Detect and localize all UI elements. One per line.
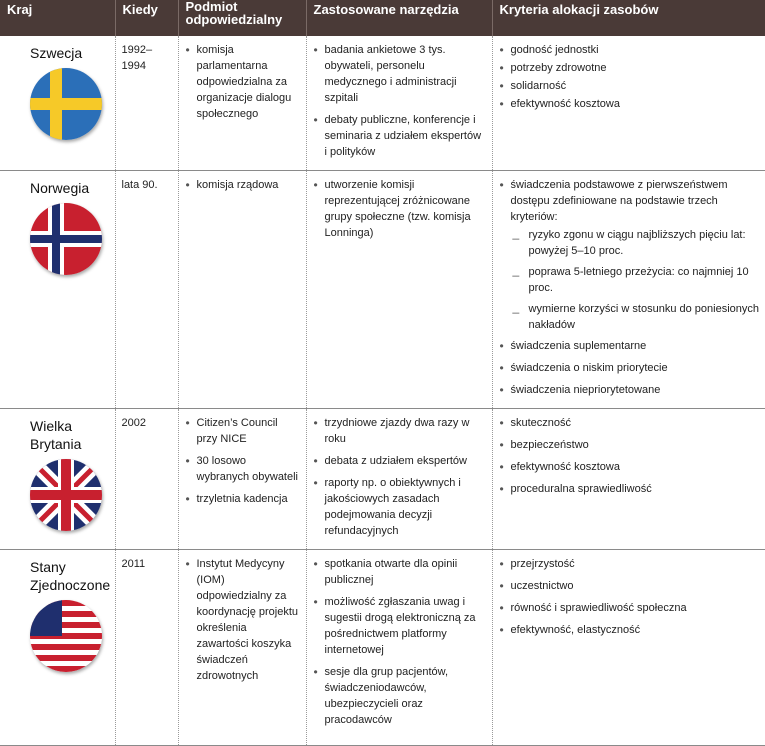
table-row [0, 36, 765, 171]
usa-flag-icon [30, 600, 102, 672]
list-item: • proceduralna sprawiedliwość [499, 481, 760, 497]
when-cell: 2002 [115, 409, 178, 550]
list-item: • świadczenia niepriorytetowane [499, 382, 760, 398]
country-cell [0, 409, 115, 550]
list-item: • bezpieczeństwo [499, 437, 760, 453]
list-item: • debata z udziałem ekspertów [313, 453, 486, 469]
list-item: • trzyletnia kadencja [185, 491, 300, 507]
header-kryteria: Kryteria alokacji zasobów [492, 0, 765, 36]
list-item: • komisja parlamentarna odpowiedzialna za organizacje dialogu społecznego [185, 42, 300, 122]
list-item: • spotkania otwarte dla opinii publicznej [313, 556, 486, 588]
country-name: Norwegia [30, 180, 90, 196]
list-item: • Instytut Medycyny (IOM) odpowiedzialny za koordynację projektu określenia zawartości koszyka świadczeń zdrowotnych [185, 556, 300, 684]
header-podmiot: Podmiot odpowiedzialny [178, 0, 306, 36]
when-cell: lata 90. [115, 171, 178, 409]
entity-cell [178, 171, 306, 409]
list-item: • sesje dla grup pacjentów, świadczeniodawców, ubezpieczycieli oraz pracodawców [313, 664, 486, 728]
list-item: • trzydniowe zjazdy dwa razy w roku [313, 415, 486, 447]
list-item: • świadczenia suplementarne [499, 338, 760, 354]
list-item: • świadczenia o niskim priorytecie [499, 360, 760, 376]
table-row [0, 550, 765, 746]
list-item: • godność jednostki [499, 42, 760, 58]
tools-cell [306, 550, 492, 746]
header-kraj: Kraj [0, 0, 115, 36]
list-item: • możliwość zgłaszania uwag i sugestii drogą elektroniczną za pośrednictwem platformy internetowej [313, 594, 486, 658]
tools-cell [306, 409, 492, 550]
list-item: • solidarność [499, 78, 760, 94]
table-row [0, 171, 765, 409]
list-item: • komisja rządowa [185, 177, 300, 193]
criteria-cell [492, 171, 765, 409]
sub-list-item: _ poprawa 5-letniego przeżycia: co najmniej 10 proc. [499, 264, 760, 296]
header-kiedy: Kiedy [115, 0, 178, 36]
list-item: • przejrzystość [499, 556, 760, 572]
list-item: • utworzenie komisji reprezentującej zróżnicowane grupy społeczne (tzw. komisja Lonninga) [313, 177, 486, 241]
sub-list-item: _ wymierne korzyści w stosunku do poniesionych nakładów [499, 301, 760, 333]
country-name: Stany Zjednoczone [30, 559, 111, 593]
list-item: • debaty publiczne, konferencje i seminaria z udziałem ekspertów i polityków [313, 112, 486, 160]
list-item: • badania ankietowe 3 tys. obywateli, personelu medycznego i administracji szpitali [313, 42, 486, 106]
country-name: Szwecja [30, 45, 83, 61]
list-item: • równość i sprawiedliwość społeczna [499, 600, 760, 616]
tools-cell [306, 36, 492, 171]
list-item: • Citizen’s Council przy NICE [185, 415, 300, 447]
when-cell: 2011 [115, 550, 178, 746]
criteria-cell [492, 409, 765, 550]
list-item: • raporty np. o obiektywnych i jakościowych zasadach podejmowania decyzji refundacyjnych [313, 475, 486, 539]
list-item: • świadczenia podstawowe z pierwszeństwem dostępu zdefiniowane na podstawie trzech kryteriów: [499, 177, 760, 225]
list-item: • 30 losowo wybranych obywateli [185, 453, 300, 485]
country-name: Wielka Brytania [30, 418, 82, 452]
criteria-cell [492, 550, 765, 746]
list-item: • skuteczność [499, 415, 760, 431]
list-item: • efektywność, elastyczność [499, 622, 760, 638]
list-item: • uczestnictwo [499, 578, 760, 594]
entity-cell [178, 550, 306, 746]
criteria-cell [492, 36, 765, 171]
country-cell [0, 36, 115, 171]
table-row [0, 409, 765, 550]
sub-list-item: _ ryzyko zgonu w ciągu najbliższych pięciu lat: powyżej 5–10 proc. [499, 227, 760, 259]
entity-cell [178, 409, 306, 550]
list-item: • efektywność kosztowa [499, 459, 760, 475]
list-item: • potrzeby zdrowotne [499, 60, 760, 76]
country-cell [0, 171, 115, 409]
sweden-flag-icon [30, 68, 102, 140]
list-item: • efektywność kosztowa [499, 96, 760, 112]
when-cell: 1992–1994 [115, 36, 178, 171]
country-cell [0, 550, 115, 746]
uk-flag-icon [30, 459, 102, 531]
header-narzedzia: Zastosowane narzędzia [306, 0, 492, 36]
tools-cell [306, 171, 492, 409]
norway-flag-icon [30, 203, 102, 275]
entity-cell [178, 36, 306, 171]
header-row [0, 0, 765, 36]
